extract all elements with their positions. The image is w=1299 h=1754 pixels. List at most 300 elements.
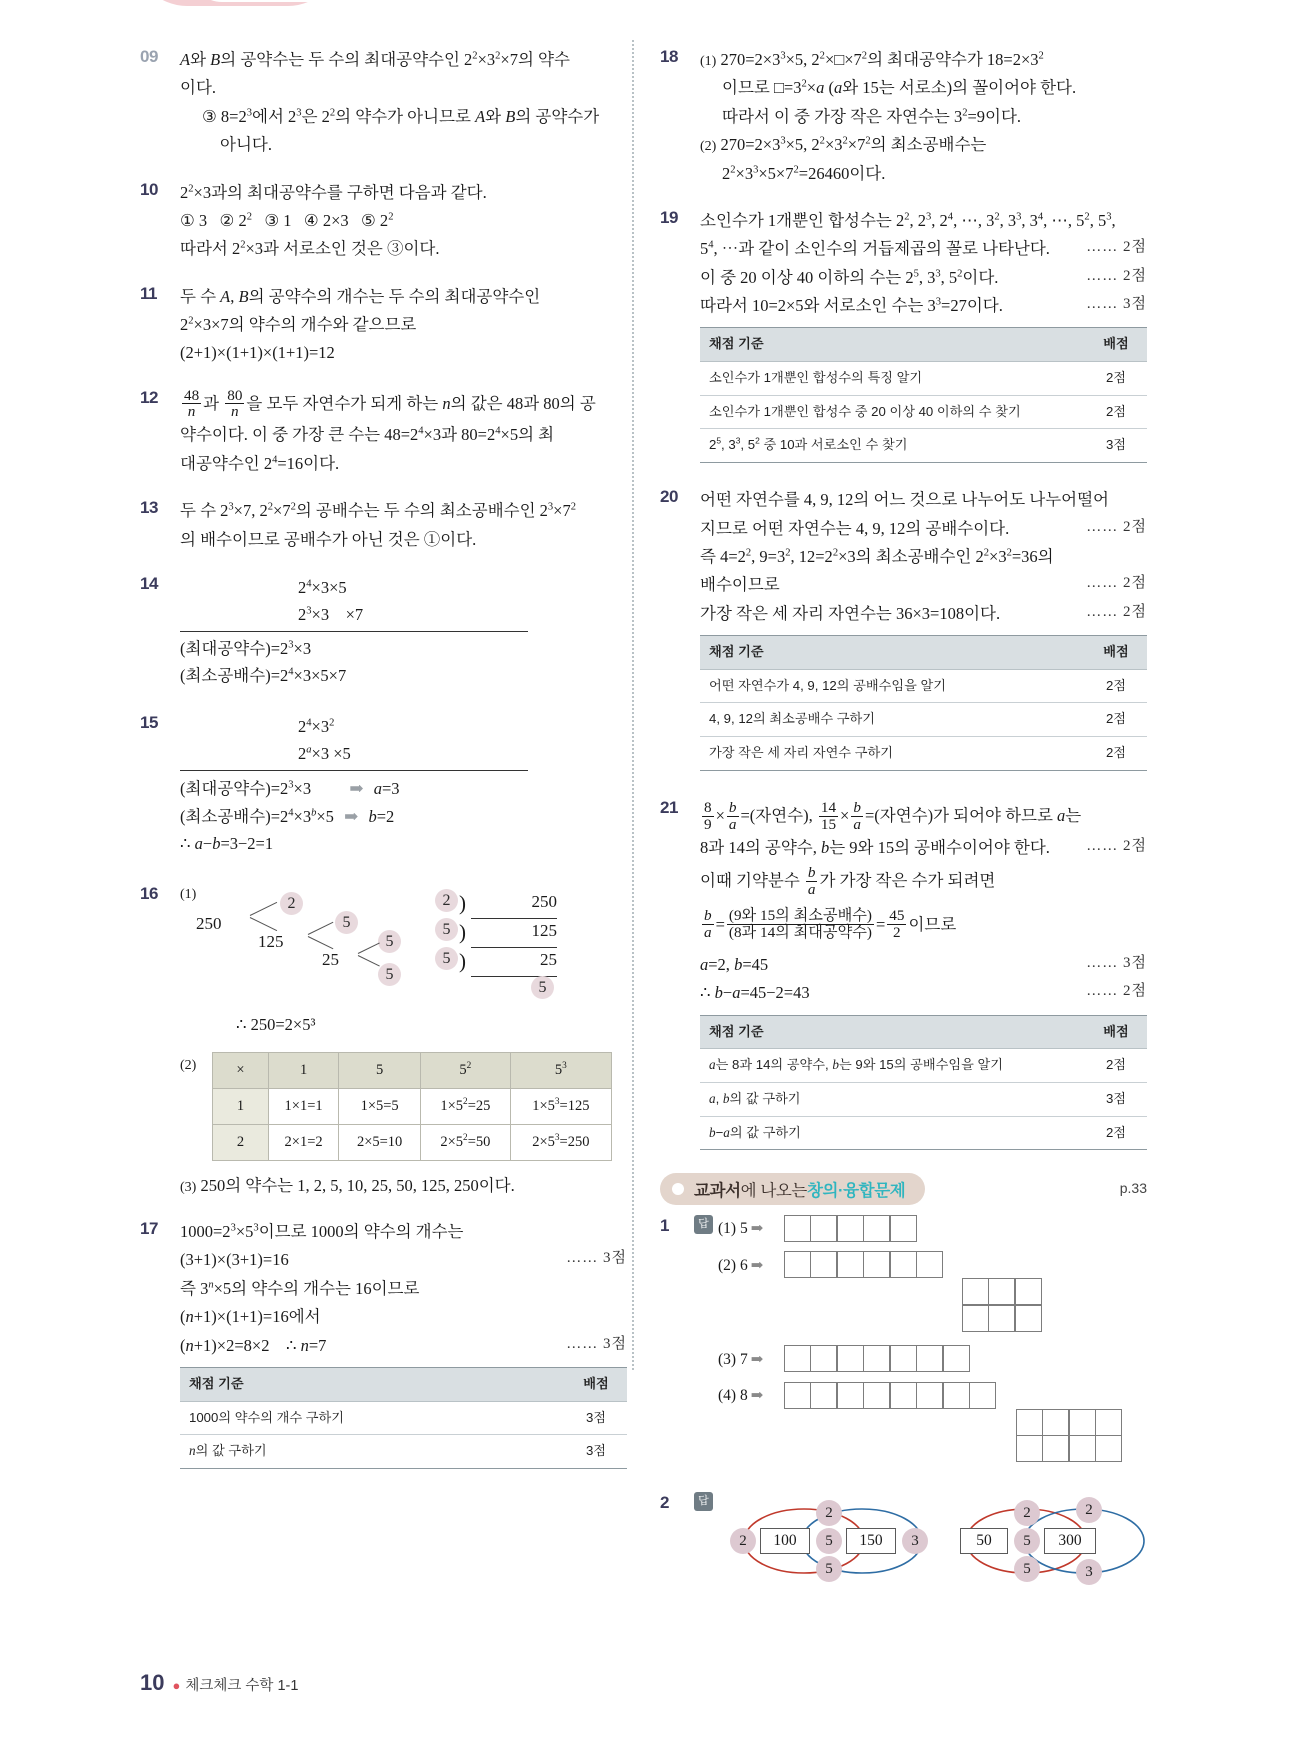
solution-line <box>700 515 1147 543</box>
solution-line: …… 2점 ∴ b−a=45−2=43 <box>700 979 1147 1007</box>
factorization-diagram <box>180 887 627 997</box>
tree-mid-25: 25 <box>322 950 339 970</box>
grid-cell <box>784 1215 811 1242</box>
solution-line: …… 2점 이 중 20 이상 40 이하의 수는 $2^5$, $3^3$, $5^2$이다. <box>700 264 1147 292</box>
conclusion-line: ∴ a−b=3−2=1 <box>180 833 274 853</box>
creative-problem-2 <box>660 1492 1147 1587</box>
page-number: 10 <box>140 1670 165 1695</box>
solution-line: 어떤 자연수를 4, 9, 12의 어느 것으로 나누어도 나누어떨어 <box>700 490 1109 510</box>
grid-cell <box>890 1382 917 1409</box>
points-cell: 3점 <box>565 1435 627 1469</box>
solution-line: 대공약수인 $2^4=16$이다. <box>180 453 340 473</box>
lcm-row: (최소공배수)$=2^4\times 3^b\times 5$ ➡ b=2 <box>180 806 395 826</box>
solution-line: 따라서 이 중 가장 작은 자연수는 $3^2=9$이다. <box>722 106 1022 126</box>
venn-right-box-50: 50 <box>960 1528 1008 1554</box>
venn-right-center-5: 5 <box>1014 1528 1040 1554</box>
score-mark: …… 2점 <box>1086 518 1147 535</box>
problem-body <box>180 883 627 1200</box>
points-cell: 3점 <box>565 1401 627 1435</box>
table-row <box>700 669 1147 703</box>
table-row <box>700 429 1147 463</box>
ladder-divisor: 5 <box>435 947 458 970</box>
grid-strip <box>784 1382 1000 1409</box>
factor-row-1: $2^4\times 3\times 5$ <box>298 577 347 597</box>
venn-left-outer-3: 3 <box>902 1528 928 1554</box>
lcm-row: (최소공배수)$=2^4\times 3\times 5\times 7$ <box>180 666 347 686</box>
grid-strip <box>784 1346 973 1373</box>
solution-line: $2^2\times 3$과의 최대공약수를 구하면 다음과 같다. <box>180 182 487 202</box>
section-title-accent: 창의·융합문제 <box>806 1182 906 1201</box>
solution-line: (1) $270=2\times 3^3\times 5$, $2^2\times□\times 7^2$의 최대공약수가 $18=2\times 3^2$ <box>700 50 1044 69</box>
grid-cell <box>916 1251 943 1278</box>
points-cell: 2점 <box>1085 737 1147 771</box>
score-mark: …… 2점 <box>1086 267 1147 284</box>
th-criteria: 채점 기준 <box>700 1015 1085 1049</box>
problem-number: 12 <box>140 387 158 407</box>
grid-cell <box>837 1345 864 1372</box>
text-suffix: 가 가장 작은 수가 되려면 <box>819 871 996 891</box>
criteria-cell: 어떤 자연수가 4, 9, 12의 공배수임을 알기 <box>700 669 1085 703</box>
th-points: 배점 <box>1085 636 1147 670</box>
conclusion-line: ∴ 250=2×5³ <box>236 1015 316 1035</box>
horizontal-rule <box>180 631 528 632</box>
footer-title: 체크체크 수학 1-1 <box>185 1678 299 1694</box>
table-row <box>180 1435 627 1469</box>
problem-body <box>700 797 1147 1154</box>
grid-cell <box>837 1215 864 1242</box>
tree-line <box>308 922 334 935</box>
th-col-25: $5^2$ <box>421 1052 511 1088</box>
lcm-label: (최소공배수) <box>180 666 271 686</box>
tree-line <box>358 943 380 954</box>
page-footer <box>140 1670 298 1696</box>
criteria-cell: 1000의 약수의 개수 구하기 <box>180 1401 565 1435</box>
factor-row-2: $2^a\times 3 \times 5$ <box>298 743 351 763</box>
grid-cell <box>1016 1435 1043 1462</box>
solution-line: …… 3점 (n+1)×2=8×2 ∴ n=7 <box>180 1332 627 1360</box>
gcd-expr: (8과 14의 최대공약수) <box>728 924 872 942</box>
solution-line: (2) $270=2\times 3^3\times 5$, $2^2\times 3^2\times 7^2$의 최소공배수는 <box>700 135 987 155</box>
problem-number: 10 <box>140 179 158 199</box>
criteria-cell: a, b의 값 구하기 <box>700 1082 1085 1116</box>
score-mark: …… 3점 <box>566 1335 627 1352</box>
tree-branch-5b: 5 <box>378 930 401 953</box>
grid-cell <box>916 1382 943 1409</box>
row-head-2: 2 <box>213 1124 269 1160</box>
th-points: 배점 <box>565 1367 627 1401</box>
points-cell: 3점 <box>1085 1082 1147 1116</box>
gcd-label: (최대공약수) <box>180 779 271 799</box>
grid-cell <box>810 1345 837 1372</box>
row-label-text: (2) 6 <box>718 1256 748 1274</box>
problem-number: 20 <box>660 487 678 507</box>
ladder-final-quotient: 5 <box>531 976 554 999</box>
venn-left-bottom-5: 5 <box>816 1556 842 1582</box>
solution-line: …… 3점 a=2, b=45 <box>700 951 1147 979</box>
answer-badge-icon: 답 <box>694 1492 713 1511</box>
venn-right-top-2: 2 <box>1014 1500 1040 1526</box>
gcd-row: (최대공약수)$=2^3\times 3$ ➡ a=3 <box>180 779 400 799</box>
solution-text: 가장 작은 세 자리 자연수는 36×3=108이다. <box>700 603 1001 623</box>
th-points: 배점 <box>1085 328 1147 362</box>
solution-line: 소인수가 1개뿐인 합성수는 $2^2$, $2^3$, $2^4$, ⋯, $3^2$, $3^3$, $3^4$, ⋯, $5^2$, $5^3$, <box>700 210 1116 230</box>
table-row <box>700 362 1147 396</box>
cell: $1\times 5^2=25$ <box>421 1088 511 1124</box>
row-label-text: (4) 8 <box>718 1387 748 1405</box>
problem-body <box>700 207 1147 467</box>
problem-number: 1 <box>660 1216 669 1236</box>
problem-11 <box>140 283 627 368</box>
arrow-right-icon: ➡ <box>750 1257 764 1274</box>
creative-problem-1 <box>660 1215 1147 1472</box>
arrow-right-icon: ➡ <box>750 1221 764 1238</box>
solution-line: …… 3점 (3+1)×(3+1)=16 <box>180 1246 627 1274</box>
grid-cell <box>916 1345 943 1372</box>
venn-diagrams <box>694 1495 1147 1587</box>
grid-cell <box>943 1345 970 1372</box>
criteria-cell: 가장 작은 세 자리 자연수 구하기 <box>700 737 1085 771</box>
criteria-cell: n의 값 구하기 <box>180 1435 565 1469</box>
table-row <box>700 395 1147 429</box>
cell: $2\times 5^2=50$ <box>421 1124 511 1160</box>
problem-number: 09 <box>140 47 158 66</box>
solution-line: 약수이다. 이 중 가장 큰 수는 $48=2^4\times 3$과 $80=2^4\times 5$의 최 <box>180 425 555 445</box>
table-header-row <box>700 1015 1147 1049</box>
sub-label-3: (3) <box>180 1179 197 1195</box>
problem-number: 17 <box>140 1219 158 1239</box>
scoring-table-19 <box>700 327 1147 463</box>
problem-body <box>180 575 627 690</box>
problem-19 <box>660 207 1147 467</box>
column-divider <box>632 40 634 1370</box>
solution-line: 아니다. <box>220 135 272 155</box>
grid-cell <box>837 1251 864 1278</box>
solution-line: 이므로 $□=3^2\times a$ (a와 15는 서로소)의 꼴이어야 한다. <box>722 78 1077 98</box>
problem-14 <box>140 573 627 690</box>
problem-body <box>180 387 627 478</box>
th-operator: × <box>213 1052 269 1088</box>
ladder-dividend: 125 <box>471 916 557 947</box>
points-cell: 2점 <box>1085 1116 1147 1150</box>
solution-line: $\frac{48}{n}$ 과 $\frac{80}{n}$ 을 모두 자연수가 되게 하는 n의 값은 48과 80의 공 <box>184 386 596 421</box>
problem-number: 15 <box>140 712 158 732</box>
solution-line: 따라서 $2^2\times 3$과 서로소인 것은 ③이다. <box>180 239 440 259</box>
lcm-expr: (9와 15의 최소공배수) <box>728 907 872 925</box>
problem-body <box>694 1492 1147 1587</box>
divisor-multiplication-table <box>212 1052 612 1161</box>
venn-right-box-300: 300 <box>1044 1528 1096 1554</box>
row-label <box>718 1215 784 1238</box>
tree-branch-2: 2 <box>280 892 303 915</box>
points-cell: 2점 <box>1085 669 1147 703</box>
th-points: 배점 <box>1085 1015 1147 1049</box>
th-col-125: $5^3$ <box>510 1052 611 1088</box>
answer-badge-icon: 답 <box>694 1215 713 1234</box>
grid-strip <box>784 1215 919 1242</box>
section-title-part1: 교과서 <box>694 1182 741 1201</box>
score-mark: …… 3점 <box>566 1250 627 1267</box>
problem-13 <box>140 497 627 554</box>
row-label-text: (3) 7 <box>718 1350 748 1368</box>
grid-cell <box>837 1382 864 1409</box>
solution-line: 이다. <box>180 78 217 98</box>
right-column <box>660 46 1147 1606</box>
grid-cell <box>863 1382 890 1409</box>
venn-left-outer-2: 2 <box>730 1528 756 1554</box>
grid-cell <box>863 1251 890 1278</box>
tree-branch-5a: 5 <box>335 911 358 934</box>
points-cell: 3점 <box>1085 429 1147 463</box>
criteria-cell: a는 8과 14의 공약수, b는 9와 15의 공배수임을 알기 <box>700 1049 1085 1083</box>
tree-line <box>358 956 380 967</box>
problem-body <box>180 714 627 858</box>
factor-row-1: $2^4\times 3^2$ <box>298 716 335 736</box>
horizontal-rule <box>180 770 528 771</box>
cell: 2×5=10 <box>339 1124 421 1160</box>
problem-number: 14 <box>140 573 158 593</box>
solution-line: 즉 $3^n\times 5$의 약수의 개수는 16이므로 <box>180 1278 420 1298</box>
solution-line: …… 3점 따라서 10=2×5와 서로소인 수는 $3^3=27$이다. <box>700 292 1147 320</box>
row-label <box>718 1382 784 1405</box>
solution-text: 배수이므로 <box>700 575 780 595</box>
table-row <box>700 1049 1147 1083</box>
cell: 1×1=1 <box>269 1088 339 1124</box>
solution-line: $\frac{8}{9}$ × $\frac{b}{a}$ =(자연수), $\frac{14}{15}$ × $\frac{b}{a}$ =(자연수)가 되어야 하므로 a는 <box>704 798 1082 833</box>
grid-cell <box>988 1305 1015 1332</box>
problem-body <box>700 486 1147 775</box>
tree-line <box>250 902 277 916</box>
problem-number: 13 <box>140 498 158 518</box>
table-row <box>700 703 1147 737</box>
grid-cell <box>784 1251 811 1278</box>
answer-row-4 <box>694 1382 1147 1462</box>
section-title-part2: 에 나오는 <box>740 1182 807 1201</box>
ladder-paren-icon: ) <box>459 891 466 916</box>
problem-body <box>700 46 1147 188</box>
answer-row-2 <box>694 1252 1147 1332</box>
criteria-cell: b−a의 값 구하기 <box>700 1116 1085 1150</box>
grid-cell <box>1095 1435 1122 1462</box>
venn-left-box-150: 150 <box>846 1528 896 1554</box>
solution-line: A와 B의 공약수는 두 수의 최대공약수인 $2^2\times 3^2\times 7$의 약수 <box>180 50 570 69</box>
sub-label-1: (1) <box>180 887 197 903</box>
problem-number: 11 <box>140 283 157 303</box>
venn-left-center-5: 5 <box>816 1528 842 1554</box>
problem-number: 18 <box>660 47 678 66</box>
gcd-row: (최대공약수)$=2^3\times 3$ <box>180 639 312 659</box>
grid-cell <box>1016 1409 1043 1436</box>
cell: 1×5=5 <box>339 1088 421 1124</box>
table-row <box>180 1401 627 1435</box>
table-row <box>213 1124 612 1160</box>
criteria-cell: 4, 9, 12의 최소공배수 구하기 <box>700 703 1085 737</box>
solution-line: …… 2점 8과 14의 공약수, b는 9와 15의 공배수이어야 한다. <box>700 834 1147 862</box>
scoring-table-20 <box>700 635 1147 771</box>
problem-10 <box>140 179 627 264</box>
score-mark: …… 2점 <box>1086 575 1147 592</box>
tree-branch-5c: 5 <box>378 963 401 986</box>
ladder-paren-icon: ) <box>459 949 466 974</box>
arrow-right-icon: ➡ <box>344 806 359 826</box>
problem-body <box>694 1215 1147 1472</box>
problem-21 <box>660 797 1147 1154</box>
score-mark: …… 2점 <box>1086 983 1147 1000</box>
creative-section-header <box>660 1173 1147 1205</box>
problem-body <box>180 497 627 554</box>
grid-cell <box>863 1215 890 1242</box>
problem-body <box>180 179 627 264</box>
table-header-row <box>700 328 1147 362</box>
scoring-table-21 <box>700 1015 1147 1151</box>
table-header-row <box>180 1367 627 1401</box>
th-criteria: 채점 기준 <box>700 328 1085 362</box>
grid-cell <box>1042 1435 1069 1462</box>
grid-cell <box>943 1382 970 1409</box>
row-label-text: (1) 5 <box>718 1220 748 1238</box>
venn-left-top-2: 2 <box>816 1500 842 1526</box>
gcd-label: (최대공약수) <box>180 639 271 659</box>
grid-cell <box>810 1215 837 1242</box>
score-mark: …… 2점 <box>1086 239 1147 256</box>
sub-answer-3-text: 250의 약수는 1, 2, 5, 10, 25, 50, 125, 250이다. <box>200 1175 515 1195</box>
points-cell: 2점 <box>1085 395 1147 429</box>
answer-row-3 <box>694 1346 1147 1373</box>
solution-line: 의 배수이므로 공배수가 아닌 것은 ①이다. <box>180 529 477 549</box>
ladder-divisor: 5 <box>435 918 458 941</box>
answer-row-1 <box>694 1215 1147 1242</box>
sub-answer-3 <box>180 1172 627 1200</box>
grid-block-3x2 <box>962 1279 1044 1332</box>
solution-line <box>700 571 1147 599</box>
solution-line: ① 3 ② $2^2$ ③ 1 ④ 2×3 ⑤ $2^2$ <box>180 210 394 230</box>
venn-right-bottom-5: 5 <box>1014 1556 1040 1582</box>
solution-line: $2^2\times 3^3\times 5\times 7^2=26460$이다. <box>722 163 886 183</box>
solution-text: 지므로 어떤 자연수는 4, 9, 12의 공배수이다. <box>700 518 1010 538</box>
solution-line: (n+1)×(1+1)=16에서 <box>180 1307 321 1327</box>
table-row <box>213 1088 612 1124</box>
solution-line: (2+1)×(1+1)×(1+1)=12 <box>180 343 335 363</box>
arrow-right-icon: ➡ <box>349 779 364 799</box>
problem-15 <box>140 712 627 858</box>
tree-mid-125: 125 <box>258 932 284 952</box>
grid-cell <box>890 1345 917 1372</box>
ladder-divisor: 2 <box>435 889 458 912</box>
grid-cell <box>890 1251 917 1278</box>
score-mark: …… 2점 <box>1086 838 1147 854</box>
ladder-paren-icon: ) <box>459 920 466 945</box>
problem-12 <box>140 387 627 478</box>
row-label <box>718 1346 784 1369</box>
points-cell: 2점 <box>1085 703 1147 737</box>
text-suffix: 이므로 <box>908 914 957 934</box>
grid-strip <box>784 1252 946 1279</box>
grid-cell <box>1095 1409 1122 1436</box>
grid-cell <box>1069 1435 1096 1462</box>
solution-line: 이때 기약분수 $\frac{b}{a}$ 가 가장 작은 수가 되려면 <box>700 864 996 899</box>
grid-cell <box>784 1382 811 1409</box>
grid-cell <box>810 1382 837 1409</box>
venn-right-top-right-2: 2 <box>1076 1497 1102 1523</box>
problem-number: 16 <box>140 884 158 904</box>
bullet-dot-icon <box>672 1183 684 1195</box>
problem-body <box>180 283 627 368</box>
grid-block-4x2 <box>1016 1409 1125 1462</box>
cell: 2×1=2 <box>269 1124 339 1160</box>
footer-bullet-icon: ● <box>172 1678 181 1693</box>
solution-line: ③ $8=2^3$에서 $2^3$은 $2^2$의 약수가 아니므로 A와 B의 공약수가 <box>202 106 600 126</box>
grid-cell <box>1042 1409 1069 1436</box>
problem-20 <box>660 486 1147 775</box>
tree-line <box>308 937 334 950</box>
th-criteria: 채점 기준 <box>700 636 1085 670</box>
problem-body <box>180 1218 627 1473</box>
grid-cell <box>1069 1409 1096 1436</box>
solution-line <box>700 600 1147 628</box>
score-mark: …… 2점 <box>1086 603 1147 620</box>
arrow-right-icon: ➡ <box>750 1351 764 1368</box>
problem-18 <box>660 46 1147 188</box>
criteria-cell: 소인수가 1개뿐인 합성수의 특징 알기 <box>700 362 1085 396</box>
cell: $1\times 5^3=125$ <box>510 1088 611 1124</box>
sub-label-2: (2) <box>180 1057 197 1073</box>
solution-line: $2^2\times 3\times 7$의 약수의 개수와 같으므로 <box>180 315 417 334</box>
criteria-cell: 소인수가 1개뿐인 합성수 중 20 이상 40 이하의 수 찾기 <box>700 395 1085 429</box>
tree-root: 250 <box>196 914 222 934</box>
venn-right-bottom-right-3: 3 <box>1076 1559 1102 1585</box>
table-row <box>700 737 1147 771</box>
grid-cell <box>810 1251 837 1278</box>
arrow-right-icon: ➡ <box>750 1388 764 1405</box>
table-header-row <box>700 636 1147 670</box>
cell: $2\times 5^3=250$ <box>510 1124 611 1160</box>
grid-cell <box>863 1345 890 1372</box>
grid-cell <box>962 1305 989 1332</box>
th-criteria: 채점 기준 <box>180 1367 565 1401</box>
problem-number: 21 <box>660 797 678 817</box>
multiplication-table-wrap <box>180 1048 627 1161</box>
th-col-1: 1 <box>269 1052 339 1088</box>
section-pill <box>660 1173 925 1205</box>
factor-row-2: $2^3\times 3$ ×7 <box>298 604 364 624</box>
grid-cell <box>988 1278 1015 1305</box>
problem-number: 2 <box>660 1493 669 1513</box>
criteria-cell: $2^5$, $3^3$, $5^2$ 중 10과 서로소인 수 찾기 <box>700 429 1085 463</box>
th-col-5: 5 <box>339 1052 421 1088</box>
problem-number: 19 <box>660 207 678 227</box>
page-reference: p.33 <box>1119 1180 1147 1197</box>
table-header-row <box>213 1052 612 1088</box>
grid-cell <box>969 1382 996 1409</box>
grid-cell <box>890 1215 917 1242</box>
ladder-dividend: 25 <box>471 945 557 976</box>
points-cell: 2점 <box>1085 362 1147 396</box>
row-head-1: 1 <box>213 1088 269 1124</box>
scoring-table-17 <box>180 1367 627 1469</box>
lcm-label: (최소공배수) <box>180 806 271 826</box>
solution-line: $\frac{b}{a}$ = $\frac{\text{(9와 15의 최소공배수)}}{\text{(8과 14의 최대공약수)}}$ = $\frac{45}{2}$ 이므로 <box>704 907 957 942</box>
solution-line: $1000=2^3\times 5^3$이므로 1000의 약수의 개수는 <box>180 1222 464 1242</box>
score-mark: …… 3점 <box>1086 954 1147 971</box>
solution-line: 두 수 A, B의 공약수의 개수는 두 수의 최대공약수인 <box>180 286 541 306</box>
solution-line: 즉 $4=2^2$, $9=3^2$, $12=2^2\times 3$의 최소공배수인 $2^2\times 3^2=36$의 <box>700 546 1054 566</box>
left-column <box>140 46 627 1492</box>
table-row <box>700 1116 1147 1150</box>
grid-cell <box>962 1278 989 1305</box>
problem-17 <box>140 1218 627 1473</box>
problem-body <box>180 46 627 160</box>
ladder-dividend: 250 <box>471 887 557 918</box>
grid-cell <box>1015 1278 1042 1305</box>
